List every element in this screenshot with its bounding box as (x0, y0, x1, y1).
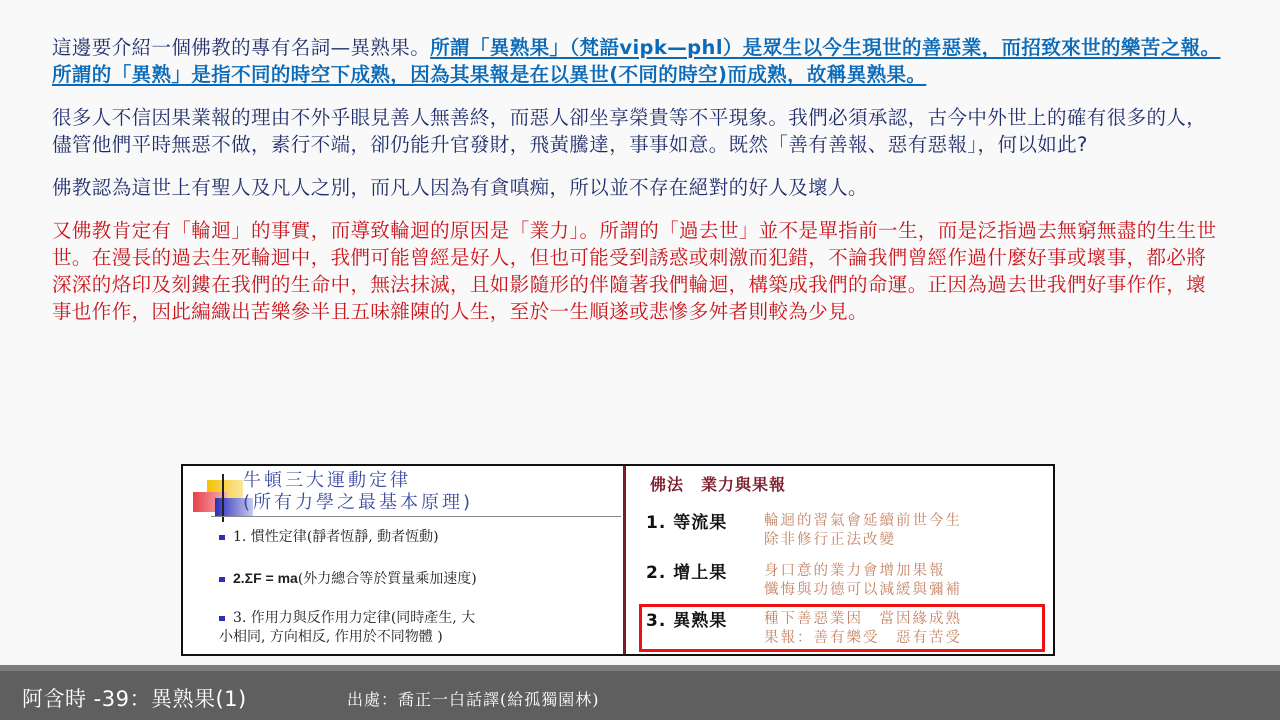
buddhist-karma-panel (626, 466, 1053, 654)
slide-body (52, 34, 1222, 341)
newton-title: 牛頓三大運動定律 (所有力學之最基本原理) (243, 470, 474, 513)
newton-law-1: 1. 慣性定律(靜者恆靜, 動者恆動) (219, 528, 439, 547)
intro-text: 這邊要介紹一個佛教的專有名詞—異熟果。 (52, 36, 431, 59)
bullet-icon (219, 535, 225, 540)
definition-link[interactable]: 所謂「異熟果」（梵語vipk—phl）是眾生以今生現世的善惡業，而招致來世的樂苦之報。所謂的「異熟」是指不同的時空下成熟，因為其果報是在以異世(不同的時空)而成熟，故稱異熟果。 (52, 36, 1221, 86)
newton-law-3: 3. 作用力與反作用力定律(同時產生, 大 小相同, 方向相反, 作用於不同物體 ) (219, 610, 476, 645)
newton-laws-panel (183, 466, 626, 654)
footer-bar (0, 665, 1280, 720)
karma-doubt-paragraph: 很多人不信因果業報的理由不外乎眼見善人無善終，而惡人卻坐享榮貴等不平現象。我們必須承認，古今中外世上的確有很多的人，儘管他們平時無惡不做，素行不端，卻仍能升官發財，飛黃騰達，事事如意。既然「善有善報、惡有惡報」，何以如此? (52, 106, 1207, 156)
newton-law-2: 2.ΣF = ma(外力總合等於質量乘加速度) (219, 569, 477, 589)
comparison-figure (181, 464, 1055, 656)
title-divider (211, 516, 621, 517)
source-citation: 出處：喬正一白話譯(給孤獨園林) (347, 690, 600, 709)
karma-row-3: 3. 異熟果 種下善惡業因 當因緣成熟 果報：善有樂受 惡有苦受 (646, 611, 962, 646)
samsara-paragraph: 又佛教肯定有「輪迴」的事實，而導致輪迴的原因是「業力」。所謂的「過去世」並不是單指前一生，而是泛指過去無窮無盡的生生世世。在漫長的過去生死輪迴中，我們可能曾經是好人，但也可能受到誘惑或刺激而犯錯，不論我們曾經作過什麼好事或壞事，都必將深深的烙印及刻鏤在我們的生命中，無法抹滅，且如影隨形的伴隨著我們輪迴，構築成我們的命運。正因為過去世我們好事作作，壞事也作作，因此編織出苦樂參半且五味雜陳的人生，至於一生順遂或悲慘多舛者則較為少見。 (52, 219, 1217, 323)
bullet-icon (219, 616, 225, 621)
karma-row-2: 2. 增上果 身口意的業力會增加果報 懺悔與功德可以減緩與彌補 (646, 563, 962, 598)
karma-title: 佛法 業力與果報 (650, 475, 787, 494)
karma-row-1: 1. 等流果 輪迴的習氣會延續前世今生 除非修行正法改變 (646, 513, 962, 548)
sage-ordinary-paragraph: 佛教認為這世上有聖人及凡人之別，而凡人因為有貪嗔痴，所以並不存在絕對的好人及壞人。 (52, 176, 868, 199)
intro-paragraph (52, 34, 1222, 88)
slide-title: 阿含時 -39：異熟果(1) (22, 687, 247, 711)
bullet-icon (219, 577, 225, 582)
